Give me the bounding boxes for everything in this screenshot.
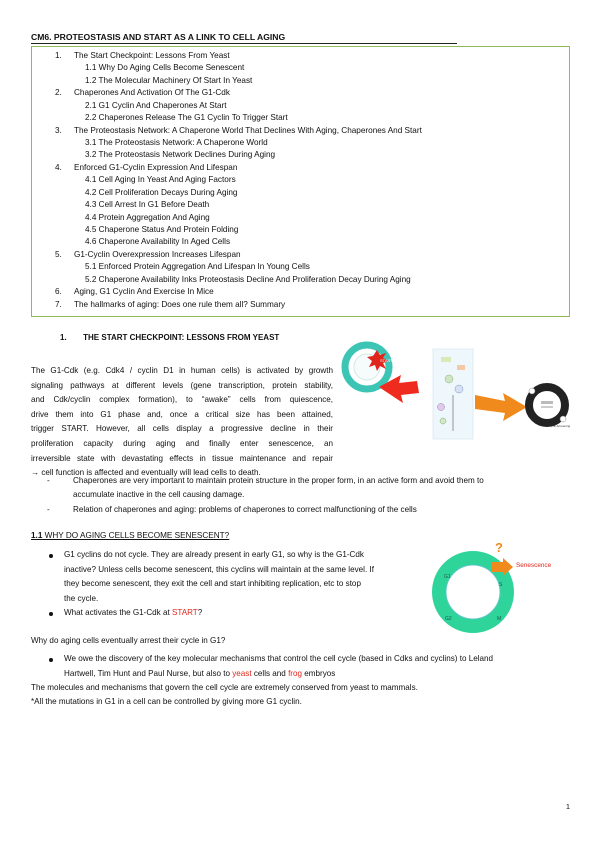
bullet-text: cells and xyxy=(251,668,289,678)
section-number: 1. xyxy=(60,333,67,342)
bullet-text: ? xyxy=(197,608,203,617)
page-number: 1 xyxy=(565,802,570,811)
dash-marker: - xyxy=(47,505,50,514)
toc-subentry[interactable]: 4.4 Protein Aggregation And Aging xyxy=(85,212,210,222)
toc-number: 4. xyxy=(55,162,62,172)
pathway-node xyxy=(438,404,445,411)
toc-number: 7. xyxy=(55,299,62,309)
dash-item-relation: Relation of chaperones and aging: problems of chaperones to correct malfunctioning of the cells xyxy=(73,505,417,514)
para-line: irreversible state with devastating effects in tissue maintenance and repair xyxy=(31,453,333,463)
phase-g1-label: G1 xyxy=(444,574,451,580)
toc-subentry[interactable]: 3.1 The Proteostasis Network: A Chaperone World xyxy=(85,138,268,147)
toc-subentry[interactable]: 5.1 Enforced Protein Aggregation And Lifespan In Young Cells xyxy=(85,262,310,272)
toc-number: 1. xyxy=(55,51,62,60)
cycle-label-box xyxy=(541,401,553,404)
subsection-title: WHY DO AGING CELLS BECOME SENESCENT? xyxy=(42,531,230,540)
toc-entry[interactable]: Aging, G1 Cyclin And Exercise In Mice xyxy=(74,287,214,297)
bullet-discovery xyxy=(64,652,493,681)
title-underline xyxy=(31,43,457,44)
dash-line: Chaperones are very important to maintain protein structure in the proper form, in an active form and avoid them to xyxy=(73,476,484,485)
dark-cycle-center xyxy=(537,395,557,415)
phase-m-label: M xyxy=(497,616,502,622)
subsection-1-1-heading xyxy=(31,530,229,541)
question-line: Why do aging cells eventually arrest their cycle in G1? xyxy=(31,636,226,645)
pathway-box xyxy=(457,365,465,370)
start-label: START xyxy=(380,358,393,363)
toc-subentry[interactable]: 4.1 Cell Aging In Yeast And Aging Factors xyxy=(85,175,236,185)
para-line: → cell function is affected and eventually will lead cells to death. xyxy=(31,468,261,478)
bullet-dot xyxy=(49,554,53,558)
bullet-g1-cyclins xyxy=(64,548,412,606)
bullet-dot xyxy=(49,612,53,616)
toc-subentry[interactable]: 5.2 Chaperone Availability Inks Proteostasis Decline And Proliferation Decay During Aging xyxy=(85,274,411,284)
bullet-text: embryos xyxy=(302,668,336,678)
bullet-line: the cycle. xyxy=(64,593,99,603)
bullet-line: G1 cyclins do not cycle. They are already present in early G1, so why is the G1-Cdk xyxy=(64,550,364,559)
start-highlight: START xyxy=(171,608,198,617)
toc-subentry[interactable]: 4.5 Chaperone Status And Protein Folding xyxy=(85,225,239,235)
toc-subentry[interactable]: 1.2 The Molecular Machinery Of Start In Yeast xyxy=(85,75,253,85)
toc-entry[interactable]: Chaperones And Activation Of The G1-Cdk xyxy=(74,88,230,98)
pathway-node xyxy=(440,418,446,424)
frog-highlight: frog xyxy=(288,668,303,678)
toc-subentry[interactable]: 4.6 Chaperone Availability In Aged Cells xyxy=(85,237,231,247)
start-checkpoint-figure xyxy=(337,335,577,445)
bullet-text: What activates the G1-Cdk at xyxy=(64,608,172,617)
bullet-what-activates xyxy=(64,606,202,621)
section-title: THE START CHECKPOINT: LESSONS FROM YEAST xyxy=(83,333,280,342)
dash-line: accumulate inactive in the cell causing damage. xyxy=(73,490,245,500)
toc-subentry[interactable]: 3.2 The Proteostasis Network Declines During Aging xyxy=(85,150,276,160)
pathway-node xyxy=(445,375,453,383)
pathway-node xyxy=(455,385,463,393)
toc-number: 2. xyxy=(55,88,62,98)
bullet-dot xyxy=(49,658,53,662)
cycle-center xyxy=(453,572,493,612)
para-line: signaling pathways at different levels (gene transcription, protein stability, xyxy=(31,380,333,390)
cell-icon xyxy=(529,388,535,394)
para-line: trigger START. However, all cells display a progressive decline in their xyxy=(31,424,333,434)
toc-subentry[interactable]: 2.2 Chaperones Release The G1 Cyclin To Trigger Start xyxy=(85,113,288,123)
toc-entry[interactable]: G1-Cyclin Overexpression Increases Lifespan xyxy=(74,249,241,259)
phase-g2-label: G2 xyxy=(445,616,452,622)
cell-icon xyxy=(560,416,566,422)
document-title: CM6. PROTEOSTASIS AND START AS A LINK TO CELL AGING xyxy=(31,32,286,42)
question-mark-icon: ? xyxy=(495,540,503,555)
senescence-label: Senescence xyxy=(516,562,552,569)
toc-number: 3. xyxy=(55,125,62,135)
phase-s-label: S xyxy=(499,582,503,588)
bullet-line: inactive? Unless cells become senescent, this cyclins will maintain at the same level. If xyxy=(64,564,374,574)
mutations-line: *All the mutations in G1 in a cell can be controlled by giving more G1 cyclin. xyxy=(31,697,302,706)
toc-entry[interactable]: The hallmarks of aging: Does one rule them all? Summary xyxy=(74,299,286,309)
dash-item-chaperones xyxy=(73,474,484,503)
toc-entry[interactable]: The Start Checkpoint: Lessons From Yeast xyxy=(74,51,230,60)
toc-number: 6. xyxy=(55,287,62,297)
para-line: and Cdk/cyclin complex formation), to “awake” cells from quiescence, xyxy=(31,395,333,405)
bullet-text: Hartwell, Tim Hunt and Paul Nurse, but also to xyxy=(64,668,233,678)
pathway-box xyxy=(441,357,451,362)
toc-subentry[interactable]: 1.1 Why Do Aging Cells Become Senescent xyxy=(85,63,245,73)
dash-marker: - xyxy=(47,476,50,485)
senescence-figure xyxy=(425,540,575,640)
bullet-line: We owe the discovery of the key molecular mechanisms that control the cell cycle (based in Cdks and cyclins) to Leland xyxy=(64,654,494,663)
table-of-contents xyxy=(31,46,570,317)
toc-entry[interactable]: Enforced G1-Cyclin Expression And Lifespan xyxy=(74,162,238,172)
subsection-number: 1.1 xyxy=(31,531,43,540)
bullet-line: they become senescent, they exit the cell and start inhibiting replication, etc to stop xyxy=(64,579,361,589)
yeast-highlight: yeast xyxy=(232,668,252,678)
cycle-label-box xyxy=(541,406,553,408)
toc-subentry[interactable]: 2.1 G1 Cyclin And Chaperones At Start xyxy=(85,100,227,110)
toc-entry[interactable]: The Proteostasis Network: A Chaperone World That Declines With Aging, Chaperones And Start xyxy=(74,125,422,135)
screen-label: Pre-Screening xyxy=(551,424,571,428)
section-1-heading xyxy=(60,333,279,344)
intro-paragraph xyxy=(31,364,333,481)
toc-subentry[interactable]: 4.2 Cell Proliferation Decays During Aging xyxy=(85,187,238,197)
para-line: The G1-Cdk (e.g. Cdk4 / cyclin D1 in human cells) is activated by growth xyxy=(31,366,333,375)
bullet-line xyxy=(64,667,493,682)
toc-number: 5. xyxy=(55,249,62,259)
para-line: drive them into G1 phase and, once a critical size has been attained, xyxy=(31,409,333,419)
para-line: proliferation capacity during aging and finally enter senescence, an xyxy=(31,438,333,448)
orange-arrow-icon xyxy=(475,393,527,421)
toc-subentry[interactable]: 4.3 Cell Arrest In G1 Before Death xyxy=(85,200,210,210)
conserved-line: The molecules and mechanisms that govern the cell cycle are extremely conserved from yeast to mammals. xyxy=(31,683,418,692)
